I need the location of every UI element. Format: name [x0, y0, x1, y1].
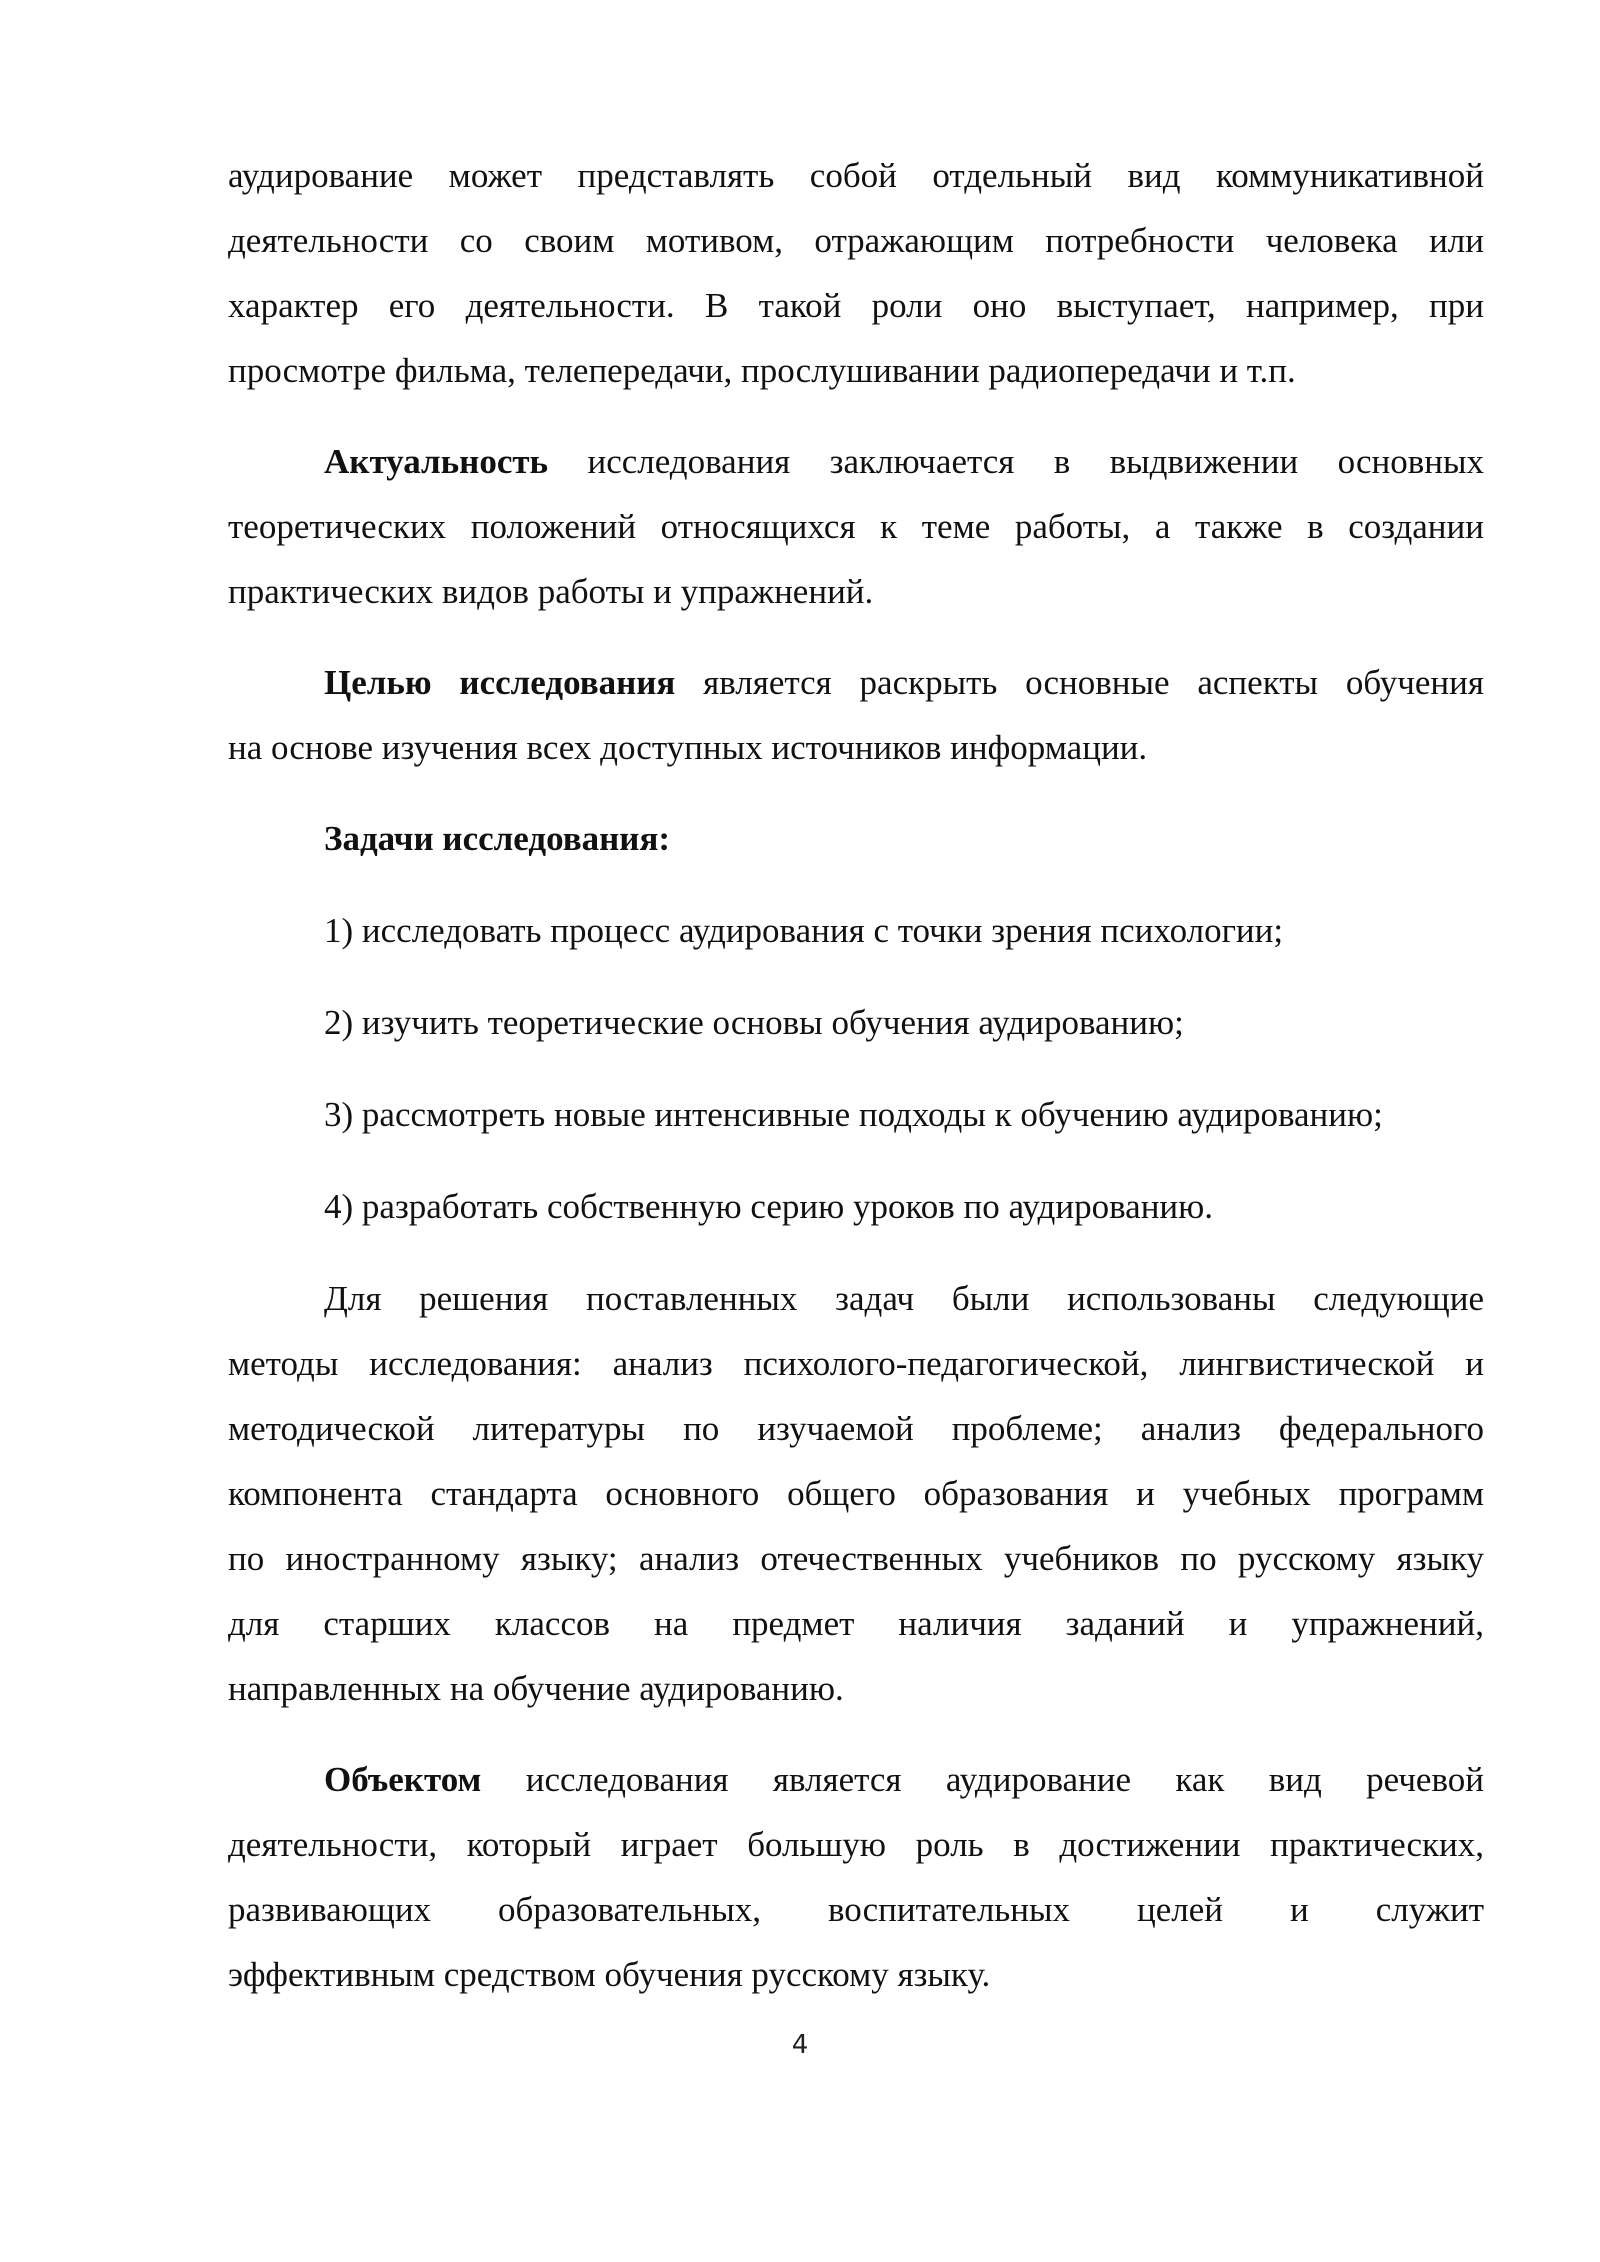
text-line: характер его деятельности. В такой роли оно выступает, например, при	[228, 286, 1484, 325]
text-line: Целью исследования является раскрыть основные аспекты обучения	[324, 663, 1484, 702]
text-line: по иностранному языку; анализ отечественных учебников по русскому языку	[228, 1539, 1484, 1578]
text-line: компонента стандарта основного общего образования и учебных программ	[228, 1474, 1484, 1513]
bold-term: Актуальность	[324, 442, 549, 481]
text-line: аудирование может представлять собой отдельный вид коммуникативной	[228, 156, 1484, 195]
paragraph-relevance	[228, 429, 1484, 624]
task-item: 4) разработать собственную серию уроков по аудированию.	[324, 1187, 1214, 1226]
text-line: направленных на обучение аудированию.	[228, 1669, 844, 1708]
task-item: 1) исследовать процесс аудирования с точки зрения психологии;	[324, 911, 1284, 950]
bold-term: Объектом	[324, 1760, 482, 1799]
task-item: 3) рассмотреть новые интенсивные подходы к обучению аудированию;	[324, 1095, 1383, 1134]
text-line: эффективным средством обучения русскому языку.	[228, 1955, 991, 1994]
text-line: методической литературы по изучаемой проблеме; анализ федерального	[228, 1409, 1484, 1448]
paragraph-methods	[228, 1266, 1484, 1721]
paragraph-goal	[228, 650, 1484, 780]
task-item: 2) изучить теоретические основы обучения аудированию;	[324, 1003, 1184, 1042]
page-number: 4	[791, 2030, 809, 2060]
text-line: теоретических положений относящихся к теме работы, а также в создании	[228, 507, 1484, 546]
paragraph-object	[228, 1747, 1484, 2007]
bold-term: Целью исследования	[324, 663, 676, 702]
text-line: Объектом исследования является аудирование как вид речевой	[324, 1760, 1484, 1799]
tasks-heading: Задачи исследования:	[324, 819, 671, 858]
text-line: развивающих образовательных, воспитательных целей и служит	[228, 1890, 1484, 1929]
paragraph-intro	[228, 143, 1484, 403]
text-line: просмотре фильма, телепередачи, прослушивании радиопередачи и т.п.	[228, 351, 1296, 390]
text-line: методы исследования: анализ психолого-педагогической, лингвистической и	[228, 1344, 1484, 1383]
text-line: деятельности со своим мотивом, отражающим потребности человека или	[228, 221, 1484, 260]
text-line: для старших классов на предмет наличия заданий и упражнений,	[228, 1604, 1484, 1643]
text-line: Для решения поставленных задач были использованы следующие	[324, 1279, 1484, 1318]
text-line: Актуальность исследования заключается в выдвижении основных	[324, 442, 1484, 481]
text-line: на основе изучения всех доступных источников информации.	[228, 728, 1148, 767]
text-line: деятельности, который играет большую роль в достижении практических,	[228, 1825, 1484, 1864]
text-line: практических видов работы и упражнений.	[228, 572, 874, 611]
